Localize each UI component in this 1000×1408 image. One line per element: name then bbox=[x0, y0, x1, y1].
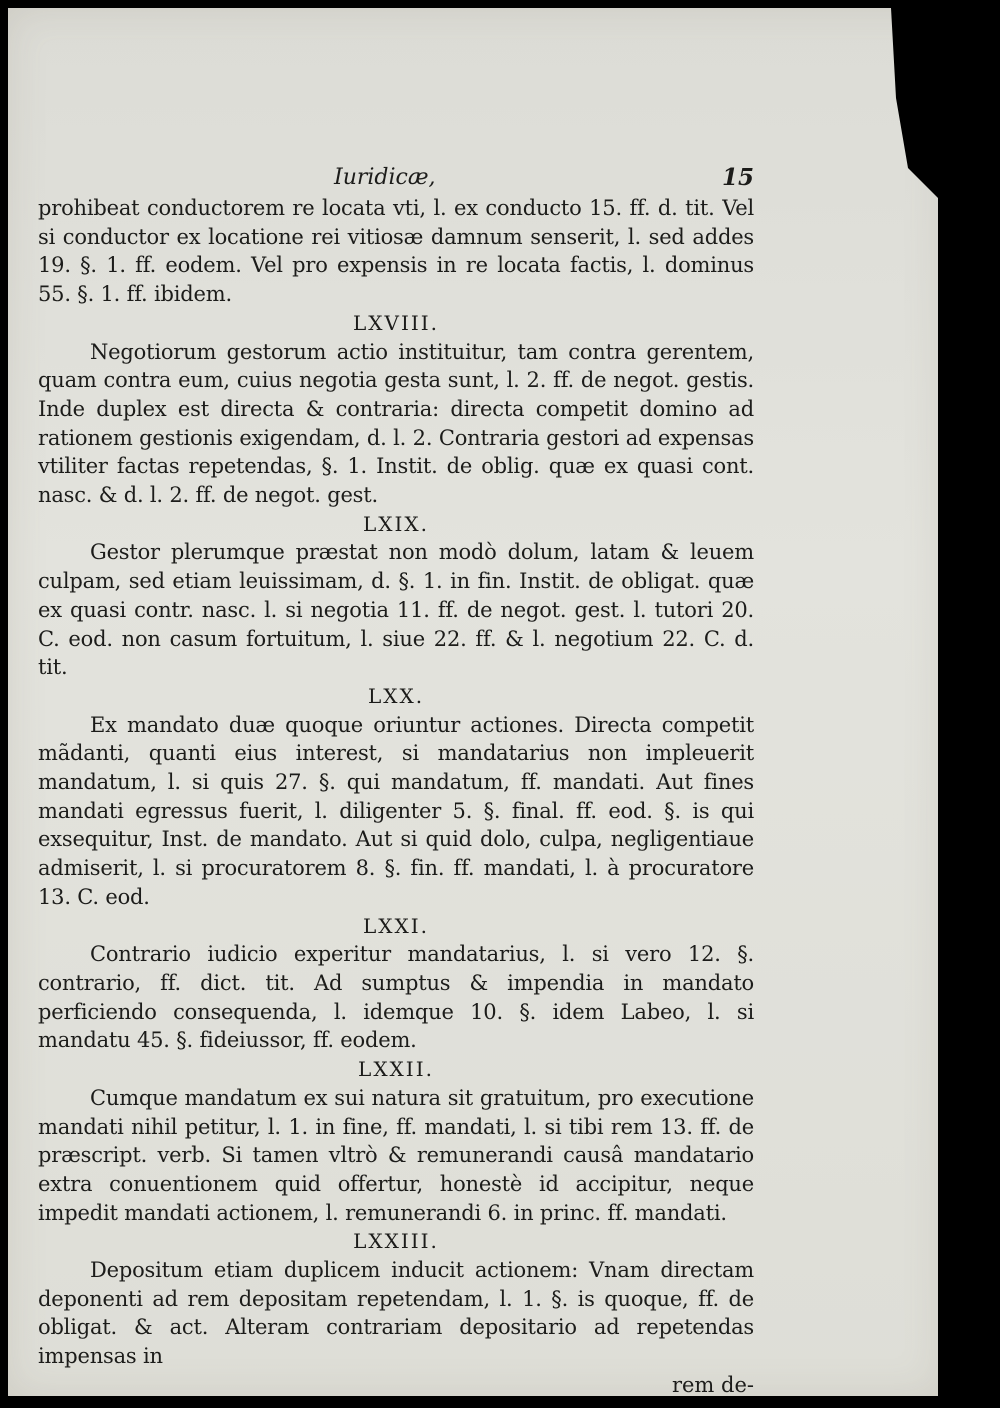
paragraph-lxx: Ex mandato duæ quoque oriuntur actiones. Directa competit mãdanti, quanti eius interest, si mandatarius non impleuerit mandatum, l. si quis 27. §. qui mandatum, ff. mandati. Aut fines mandati egressus fuerit, l. diligenter 5. §. final. ff. eod. §. is qui exsequitur, Inst. de mandato. Aut si quid dolo, culpa, negligentiaue admiserit, l. si procuratorem 8. §. fin. ff. mandati, l. à procuratore 13. C. eod. bbox=[38, 712, 754, 909]
section-heading-lxix: LXIX. bbox=[362, 511, 429, 536]
page-edge-shadow bbox=[938, 200, 1000, 1408]
paragraph-lxxiii: Depositum etiam duplicem inducit actionem: Vnam directam deponenti ad rem depositam repetendam, l. 1. §. is quoque, ff. de obligat. & act. Alteram contrariam depositario ad repetendas impensas in bbox=[38, 1258, 754, 1369]
paragraph-lxix: Gestor plerumque præstat non modò dolum, latam & leuem culpam, sed etiam leuissimam, d. §. 1. in fin. Instit. de obligat. quæ ex quasi contr. nasc. l. si negotia 11. ff. de negot. gest. l. tutori 20. C. eod. non casum fortuitum, l. siue 22. ff. & l. negotium 22. C. d. tit. bbox=[38, 540, 754, 680]
paragraph-lxxii: Cumque mandatum ex sui natura sit gratuitum, pro executione mandati nihil petitur, l. 1. in fine, ff. mandati, l. si tibi rem 13. ff. de præscript. verb. Si tamen vltrò & remunerandi causâ mandatario extra conuentionem quid offertur, honestè id accipitur, neque impedit mandati actionem, l. remunerandi 6. in princ. ff. mandati. bbox=[38, 1085, 754, 1225]
section-heading-lxxiii: LXXIII. bbox=[353, 1229, 439, 1254]
section-heading-lxxii: LXXII. bbox=[358, 1057, 434, 1082]
paragraph-lxviii: Negotiorum gestorum actio instituitur, tam contra gerentem, quam contra eum, cuius negotia gesta sunt, l. 2. ff. de negot. gestis. Inde duplex est directa & contraria: directa competit domino ad rationem gestionis exigendam, d. l. 2. Contraria gestori ad expensas vtiliter factas repetendas, §. 1. Instit. de oblig. quæ ex quasi cont. nasc. & d. l. 2. ff. de negot. gest. bbox=[38, 339, 754, 508]
page-number: 15 bbox=[721, 164, 754, 191]
paragraph-lxxi: Contrario iudicio experitur mandatarius, l. si vero 12. §. contrario, ff. dict. tit. Ad sumptus & impendia in mandato perficiendo consequenda, l. idemque 10. §. idem Labeo, l. si mandatu 45. §. fideiussor, ff. eodem. bbox=[38, 942, 754, 1053]
page-header bbox=[38, 160, 754, 194]
section-heading-lxviii: LXVIII. bbox=[352, 310, 440, 335]
page-text-block bbox=[38, 160, 754, 1400]
running-head: Iuridicæ, bbox=[334, 165, 436, 190]
section-heading-lxx: LXX. bbox=[367, 683, 425, 708]
paragraph-continued: prohibeat conductorem re locata vti, l. ex conducto 15. ff. d. tit. Vel si conductor ex locatione rei vitiosæ damnum senserit, l. sed addes 19. §. 1. ff. eodem. Vel pro expensis in re locata factis, l. dominus 55. §. 1. ff. ibidem. bbox=[38, 196, 754, 307]
section-heading-lxxi: LXXI. bbox=[362, 913, 429, 938]
catchword: rem de- bbox=[671, 1372, 754, 1397]
